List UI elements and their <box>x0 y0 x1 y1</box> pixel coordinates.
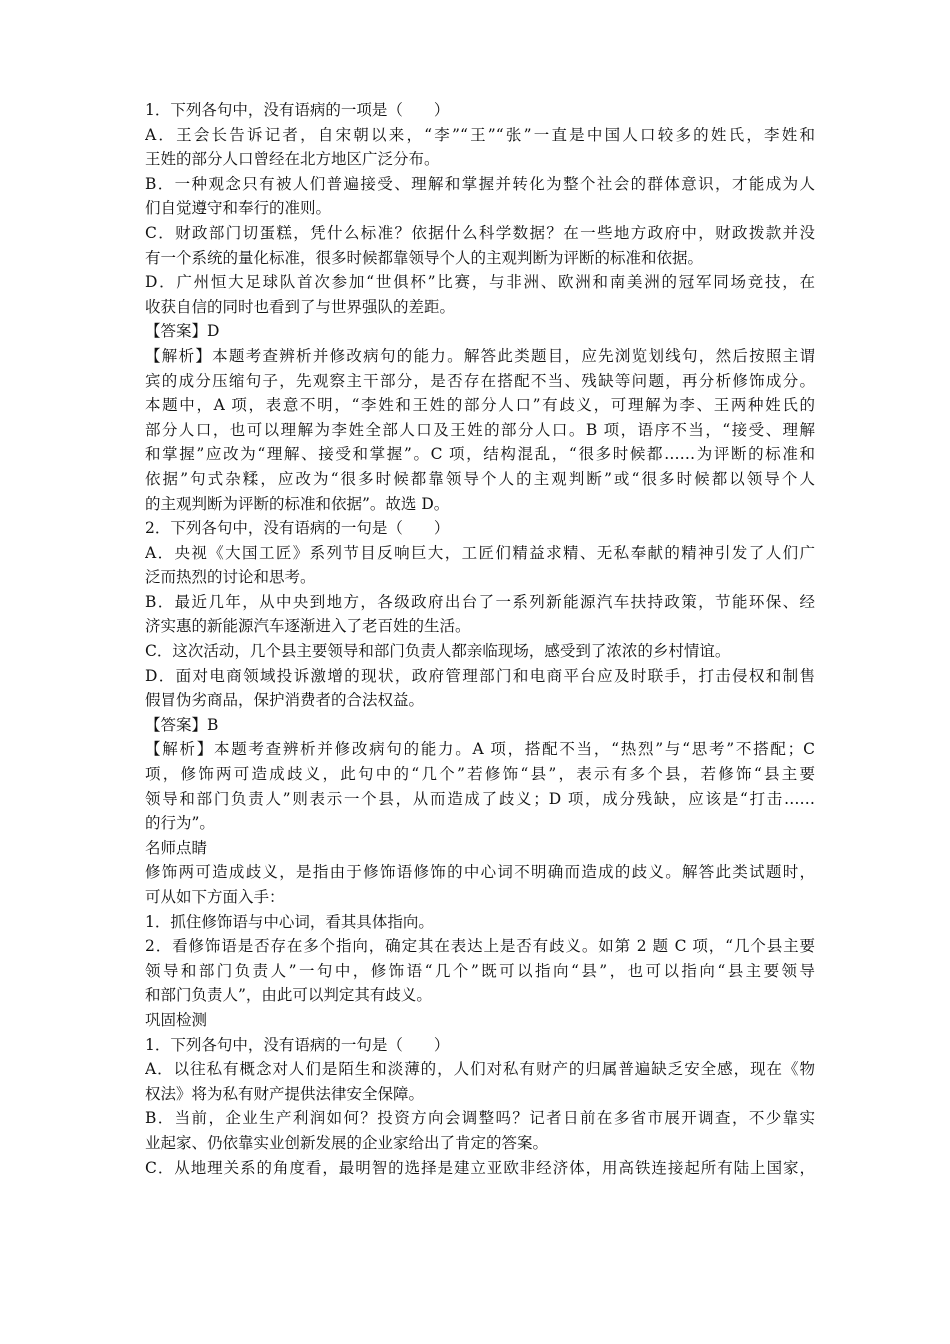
q2-answer: 【答案】B <box>145 715 219 734</box>
tips-point-2-line2: 领导和部门负责人”一句中，修饰语“几个”既可以指向“县”，也可以指向“县主要领导 <box>145 961 815 980</box>
q2-analysis-line1: 【解析】本题考查辨析并修改病句的能力。A 项，搭配不当，“热烈”与“思考”不搭配；C <box>145 740 815 759</box>
q1-analysis-line1: 【解析】本题考查辨析并修改病句的能力。解答此类题目，应先浏览划线句，然后按照主谓 <box>145 346 815 365</box>
q1-analysis-line2: 宾的成分压缩句子，先观察主干部分，是否存在搭配不当、残缺等问题，再分析修饰成分。 <box>145 371 815 390</box>
practice-q1-option-b-line1: B．当前，企业生产利润如何？投资方向会调整吗？记者日前在多省市展开调查，不少靠实 <box>145 1109 815 1128</box>
q2-option-a-line2: 泛而热烈的讨论和思考。 <box>145 568 316 587</box>
practice-q1-option-c-line1: C．从地理关系的角度看，最明智的选择是建立亚欧非经济体，用高铁连接起所有陆上国家， <box>145 1158 815 1177</box>
q2-option-a-line1: A．央视《大国工匠》系列节目反响巨大，工匠们精益求精、无私奉献的精神引发了人们广 <box>145 543 815 562</box>
q1-analysis-line7: 的主观判断为评断的标准和依据”。故选 D。 <box>145 494 450 513</box>
q1-option-d-line2: 收获自信的同时也看到了与世界强队的差距。 <box>145 297 456 316</box>
tips-intro-line2: 可从如下方面入手： <box>145 888 285 906</box>
q1-answer: 【答案】D <box>145 322 220 341</box>
q1-option-c-line1: C．财政部门切蛋糕，凭什么标准？依据什么科学数据？在一些地方政府中，财政拨款并没 <box>145 223 815 242</box>
tips-point-1: 1．抓住修饰语与中心词，看其具体指向。 <box>145 912 434 931</box>
tips-heading: 名师点睛 <box>145 838 208 857</box>
q1-option-c-line2: 有一个系统的量化标准，很多时候都靠领导个人的主观判断为评断的标准和依据。 <box>145 248 704 267</box>
q1-option-b-line2: 们自觉遵守和奉行的准则。 <box>145 199 332 218</box>
tips-intro-line1: 修饰两可造成歧义，是指由于修饰语修饰的中心词不明确而造成的歧义。解答此类试题时， <box>145 863 815 882</box>
practice-heading: 巩固检测 <box>145 1010 208 1029</box>
q1-analysis-line3: 本题中，A 项，表意不明，“李姓和王姓的部分人口”有歧义，可理解为李、王两种姓氏的 <box>145 396 815 415</box>
practice-q1-stem: 1．下列各句中，没有语病的一句是（ ） <box>145 1035 450 1054</box>
q1-stem: 1．下列各句中，没有语病的一项是（ ） <box>145 101 450 119</box>
tips-point-2-line1: 2．看修饰语是否存在多个指向，确定其在表达上是否有歧义。如第 2 题 C 项，“几个县主要 <box>145 937 815 956</box>
q2-analysis-line4: 的行为”。 <box>145 814 215 833</box>
q2-analysis-line2: 项，修饰两可造成歧义，此句中的“几个”若修饰“县”，表示有多个县，若修饰“县主要 <box>145 765 815 784</box>
q1-option-b-line1: B．一种观念只有被人们普遍接受、理解和掌握并转化为整个社会的群体意识，才能成为人 <box>145 174 815 193</box>
q2-option-b-line2: 济实惠的新能源汽车逐渐进入了老百姓的生活。 <box>145 617 471 636</box>
tips-point-2-line3: 和部门负责人”，由此可以判定其有歧义。 <box>145 986 432 1005</box>
q1-analysis-line6: 依据”句式杂糅，应改为“很多时候都靠领导个人的主观判断”或“很多时候都以领导个人 <box>145 469 815 488</box>
q2-stem: 2．下列各句中，没有语病的一句是（ ） <box>145 519 450 538</box>
q1-option-d-line1: D．广州恒大足球队首次参加“世俱杯”比赛，与非洲、欧洲和南美洲的冠军同场竞技，在 <box>145 273 815 292</box>
q2-option-b-line1: B．最近几年，从中央到地方，各级政府出台了一系列新能源汽车扶持政策，节能环保、经 <box>145 592 815 611</box>
q2-analysis-line3: 领导和部门负责人”则表示一个县，从而造成了歧义；D 项，成分残缺，应该是“打击…… <box>145 789 815 808</box>
practice-q1-option-a-line2: 权法》将为私有财产提供法律安全保障。 <box>145 1084 425 1103</box>
q2-option-c: C．这次活动，几个县主要领导和部门负责人都亲临现场，感受到了浓浓的乡村情谊。 <box>145 642 731 661</box>
document-page <box>145 98 815 1180</box>
q2-option-d-line2: 假冒伪劣商品，保护消费者的合法权益。 <box>145 691 425 710</box>
q1-analysis-line4: 部分人口，也可以理解为李姓全部人口及王姓的部分人口。B 项，语序不当，“接受、理解 <box>145 420 815 439</box>
practice-q1-option-b-line2: 业起家、仍依靠实业创新发展的企业家给出了肯定的答案。 <box>145 1133 549 1152</box>
q1-analysis-line5: 和掌握”应改为“理解、接受和掌握”。C 项，结构混乱，“很多时候都……为评断的标准和 <box>145 445 815 464</box>
q1-option-a-line1: A．王会长告诉记者，自宋朝以来，“李”“王”“张”一直是中国人口较多的姓氏，李姓和 <box>145 125 815 144</box>
practice-q1-option-a-line1: A．以往私有概念对人们是陌生和淡薄的，人们对私有财产的归属普遍缺乏安全感，现在《物 <box>145 1060 815 1079</box>
q1-option-a-line2: 王姓的部分人口曾经在北方地区广泛分布。 <box>145 150 440 169</box>
q2-option-d-line1: D．面对电商领域投诉激增的现状，政府管理部门和电商平台应及时联手，打击侵权和制售 <box>145 666 815 685</box>
